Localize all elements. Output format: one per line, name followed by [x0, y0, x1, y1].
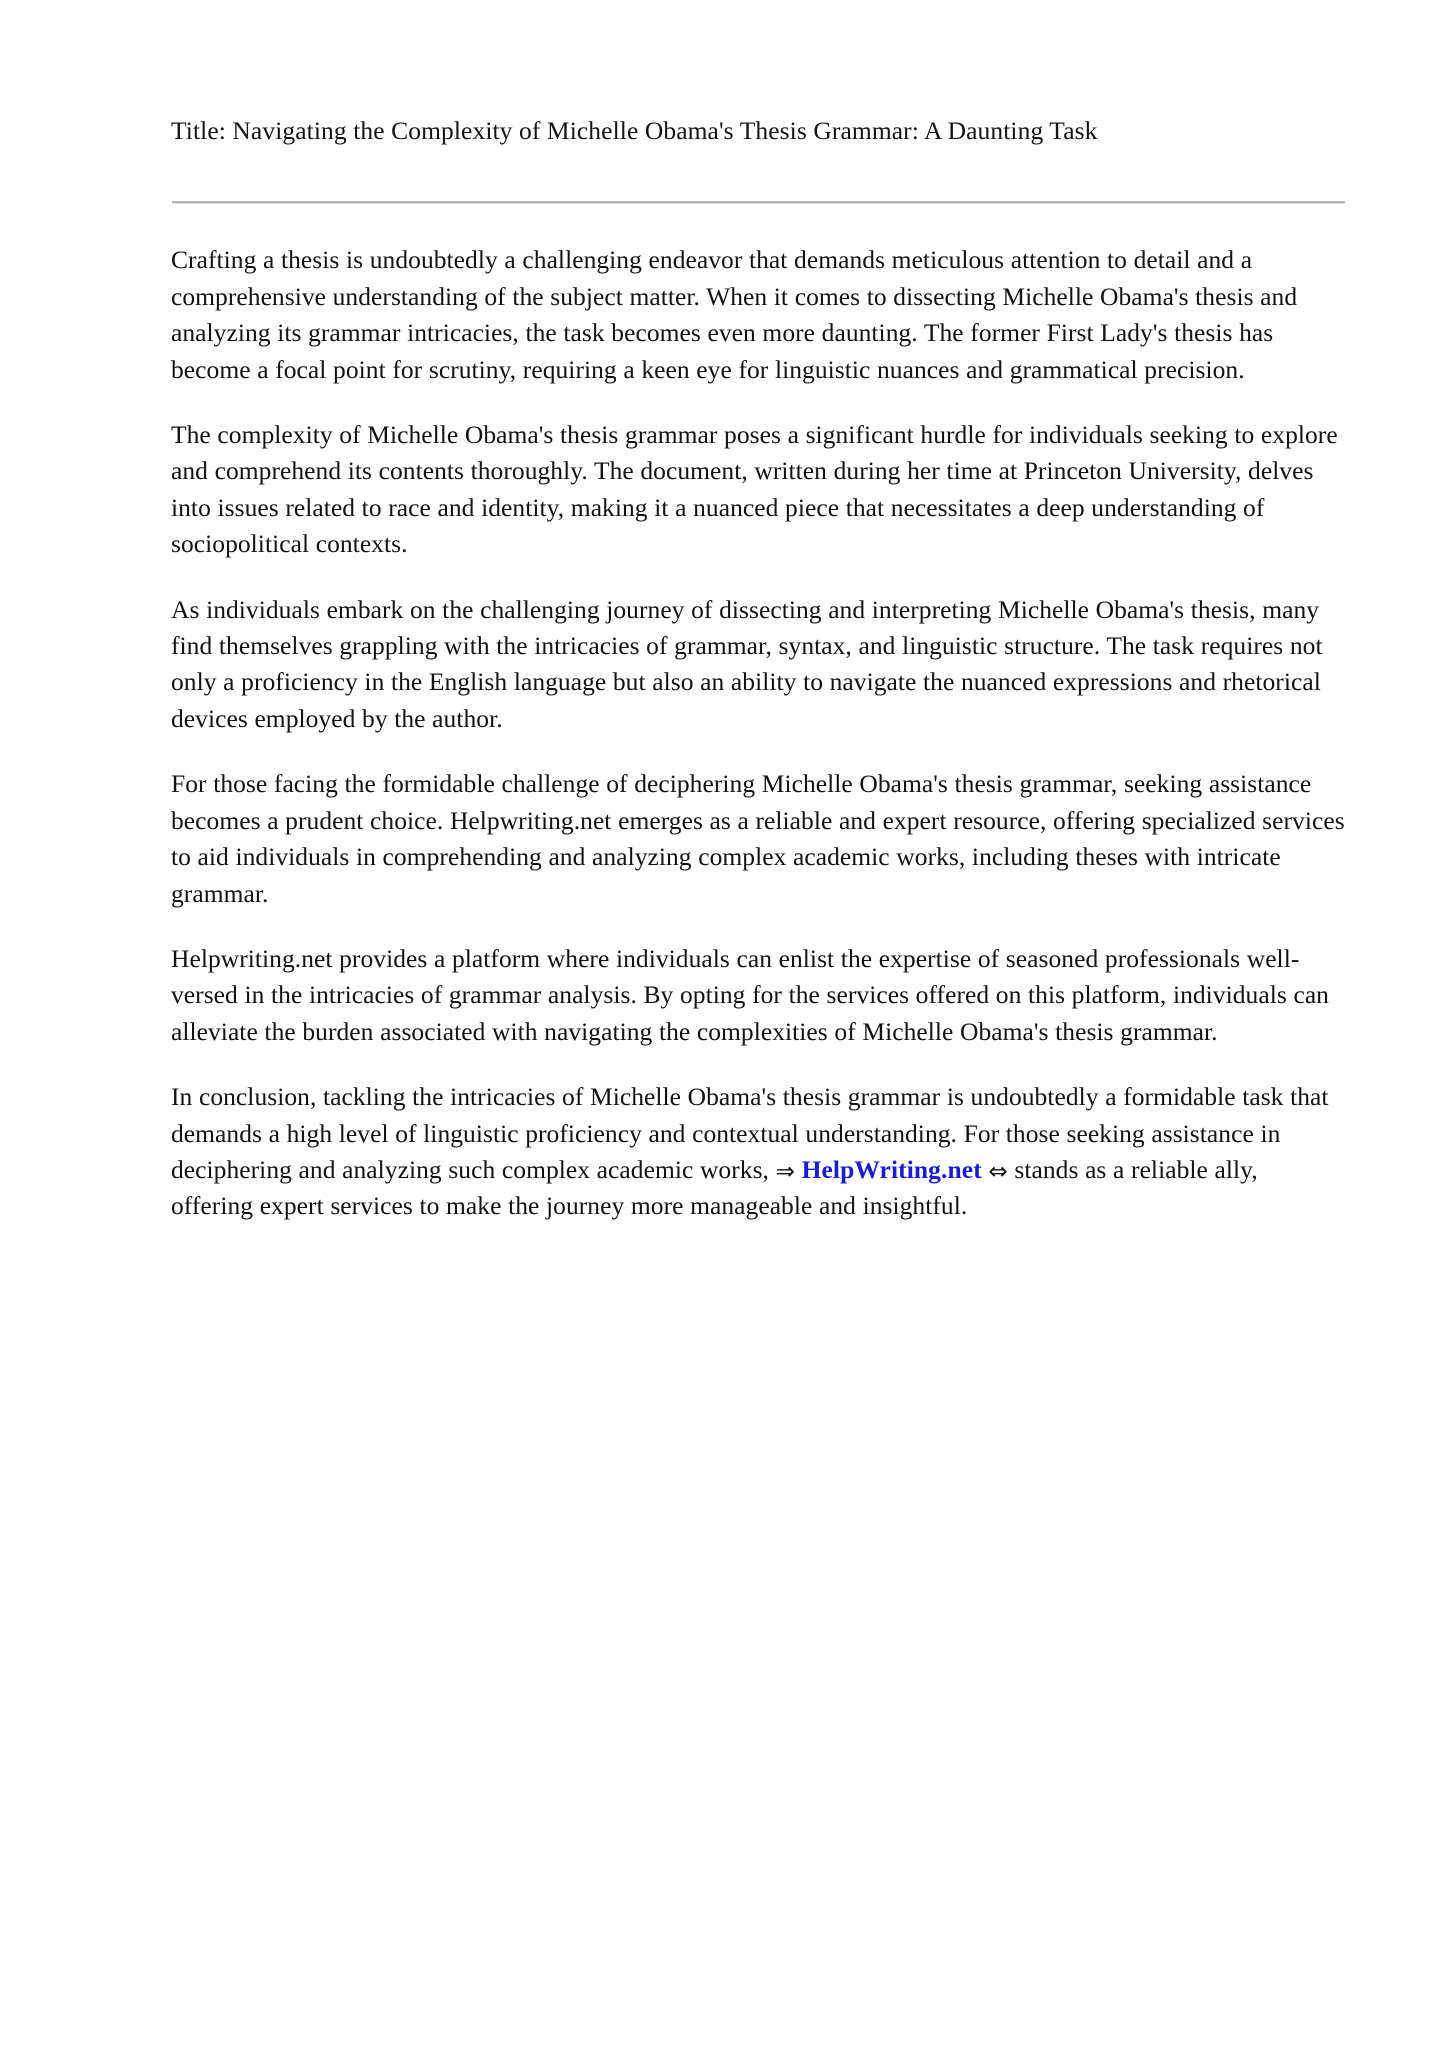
- title-divider-rule: [172, 201, 1345, 204]
- document-content: [171, 114, 1346, 1225]
- document-body: [171, 242, 1346, 1224]
- double-right-arrow-icon: ⇒: [775, 1158, 795, 1185]
- paragraph-3: As individuals embark on the challenging journey of dissecting and interpreting Michelle Obama's thesis, many find themselves grappling with the intricacies of grammar, syntax, and linguistic structure. The task requires not only a proficiency in the English language but also an ability to navigate the nuanced expressions and rhetorical devices employed by the author.: [171, 594, 1323, 733]
- paragraph-2: The complexity of Michelle Obama's thesis grammar poses a significant hurdle for individuals seeking to explore and comprehend its contents thoroughly. The document, written during her time at Princeton University, delves into issues related to race and identity, making it a nuanced piece that necessitates a deep understanding of sociopolitical contexts.: [171, 420, 1338, 559]
- helpwriting-net-link[interactable]: HelpWriting.net: [801, 1154, 982, 1184]
- paragraph-4: For those facing the formidable challenge of deciphering Michelle Obama's thesis grammar, seeking assistance becomes a prudent choice. Helpwriting.net emerges as a reliable and expert resource, offering specialized services to aid individuals in comprehending and analyzing complex academic works, including theses with intricate grammar.: [171, 769, 1345, 908]
- conclusion-trail-text: stands as a reliable ally, offering expert services to make the journey more manageable and insightful.: [171, 1154, 1258, 1221]
- paragraph-5: Helpwriting.net provides a platform where individuals can enlist the expertise of seasoned professionals well-versed in the intricacies of grammar analysis. By opting for the services offered on this platform, individuals can alleviate the burden associated with navigating the complexities of Michelle Obama's thesis grammar.: [171, 943, 1329, 1046]
- left-right-double-arrow-icon: ⇔: [988, 1158, 1008, 1185]
- page-title: Title: Navigating the Complexity of Michelle Obama's Thesis Grammar: A Daunting Task: [171, 116, 1098, 145]
- paragraph-conclusion: [171, 1079, 1346, 1225]
- paragraph-1: Crafting a thesis is undoubtedly a challenging endeavor that demands meticulous attention to detail and a comprehensive understanding of the subject matter. When it comes to dissecting Michelle Obama's thesis and analyzing its grammar intricacies, the task becomes even more daunting. The former First Lady's thesis has become a focal point for scrutiny, requiring a keen eye for linguistic nuances and grammatical precision.: [171, 245, 1298, 384]
- conclusion-lead-text: In conclusion, tackling the intricacies of Michelle Obama's thesis grammar is undoubtedly a formidable task that demands a high level of linguistic proficiency and contextual understanding. For those seeking assistance in deciphering and analyzing such complex academic works,: [171, 1082, 1329, 1184]
